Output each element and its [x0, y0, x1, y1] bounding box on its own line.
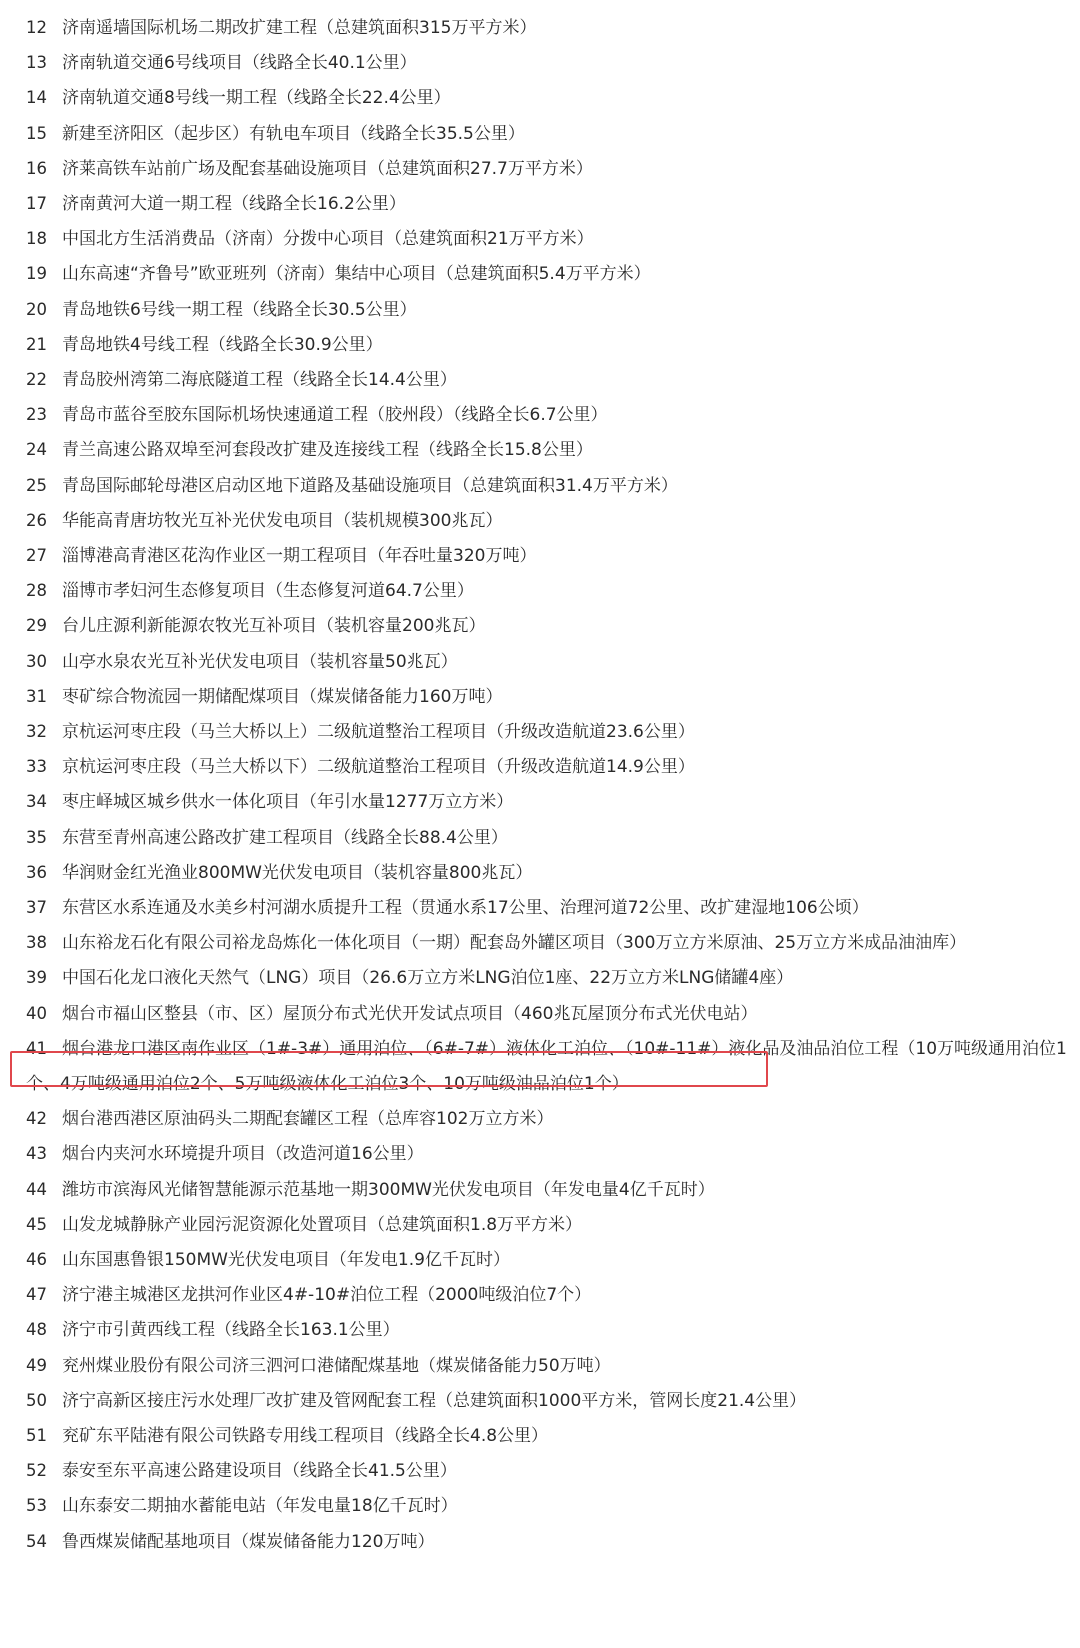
item-text: 烟台港西港区原油码头二期配套罐区工程（总库容102万立方米） — [62, 1109, 554, 1130]
item-number: 46 — [26, 1250, 47, 1269]
item-text: 京杭运河枣庄段（马兰大桥以上）二级航道整治工程项目（升级改造航道23.6公里） — [62, 722, 695, 742]
item-text-continuation: 个、4万吨级通用泊位2个、5万吨级液体化工泊位3个、10万吨级油品泊位1个） — [26, 1074, 629, 1094]
item-number: 47 — [26, 1285, 47, 1305]
item-number: 36 — [26, 862, 47, 882]
item-text: 山亭水泉农光互补光伏发电项目（装机容量50兆瓦） — [62, 651, 458, 672]
item-number: 24 — [26, 440, 47, 460]
item-number: 52 — [26, 1461, 47, 1481]
item-text: 济南轨道交通6号线项目（线路全长40.1公里） — [62, 53, 417, 74]
item-text: 台儿庄源利新能源农牧光互补项目（装机容量200兆瓦） — [62, 616, 486, 637]
item-text: 淄博港高青港区花沟作业区一期工程项目（年吞吐量320万吨） — [62, 546, 537, 566]
item-text: 山东国惠鲁银150MW光伏发电项目（年发电1.9亿千瓦时） — [62, 1250, 510, 1270]
item-text: 中国石化龙口液化天然气（LNG）项目（26.6万立方米LNG泊位1座、22万立方米LNG储罐4座） — [62, 968, 794, 989]
item-text: 济南遥墙国际机场二期改扩建工程（总建筑面积315万平方米） — [62, 18, 537, 38]
item-number: 27 — [26, 546, 47, 565]
item-number: 34 — [26, 792, 47, 812]
item-text: 青岛地铁4号线工程（线路全长30.9公里） — [62, 334, 383, 355]
item-text: 枣庄峄城区城乡供水一体化项目（年引水量1277万立方米） — [62, 792, 514, 813]
item-text: 烟台内夹河水环境提升项目（改造河道16公里） — [62, 1144, 424, 1165]
item-number: 28 — [26, 581, 47, 601]
item-text: 山东高速“齐鲁号”欧亚班列（济南）集结中心项目（总建筑面积5.4万平方米） — [62, 264, 651, 285]
item-text: 山东裕龙石化有限公司裕龙岛炼化一体化项目（一期）配套岛外罐区项目（300万立方米原油、25万立方米成品油油库） — [62, 933, 967, 954]
item-number: 48 — [26, 1320, 47, 1340]
item-text: 东营至青州高速公路改扩建工程项目（线路全长88.4公里） — [62, 827, 508, 848]
item-number: 31 — [26, 686, 47, 706]
item-text: 济宁高新区接庄污水处理厂改扩建及管网配套工程（总建筑面积1000平方米，管网长度21.4公里） — [62, 1390, 807, 1411]
item-number: 17 — [26, 194, 47, 213]
item-text: 青岛胶州湾第二海底隧道工程（线路全长14.4公里） — [62, 370, 457, 390]
item-number: 18 — [26, 229, 47, 249]
item-text: 烟台港龙口港区南作业区（1#-3#）通用泊位、（6#-7#）液体化工泊位、（10#-11#）液化品及油品泊位工程（10万吨级通用泊位1 — [62, 1038, 1067, 1059]
item-number: 14 — [26, 88, 47, 108]
item-text: 烟台市福山区整县（市、区）屋顶分布式光伏开发试点项目（460兆瓦屋顶分布式光伏电站） — [62, 1003, 758, 1024]
item-text: 潍坊市滨海风光储智慧能源示范基地一期300MW光伏发电项目（年发电量4亿千瓦时） — [62, 1179, 715, 1200]
item-number: 22 — [26, 370, 47, 389]
item-number: 29 — [26, 616, 47, 636]
item-text: 鲁西煤炭储配基地项目（煤炭储备能力120万吨） — [62, 1531, 435, 1552]
item-number: 44 — [26, 1179, 47, 1199]
item-text: 华能高青唐坊牧光互补光伏发电项目（装机规模300兆瓦） — [62, 510, 503, 531]
item-number: 16 — [26, 158, 47, 178]
item-text: 华润财金红光渔业800MW光伏发电项目（装机容量800兆瓦） — [62, 862, 533, 883]
item-number: 20 — [26, 299, 47, 319]
item-text: 新建至济阳区（起步区）有轨电车项目（线路全长35.5公里） — [62, 123, 525, 144]
item-number: 38 — [26, 933, 47, 953]
item-number: 35 — [26, 827, 47, 847]
item-text: 青岛地铁6号线一期工程（线路全长30.5公里） — [62, 299, 417, 320]
item-number: 26 — [26, 510, 47, 530]
item-text: 济宁港主城港区龙拱河作业区4#-10#泊位工程（2000吨级泊位7个） — [62, 1285, 592, 1306]
item-text: 中国北方生活消费品（济南）分拨中心项目（总建筑面积21万平方米） — [62, 229, 594, 250]
item-text: 泰安至东平高速公路建设项目（线路全长41.5公里） — [62, 1461, 457, 1482]
item-number: 41 — [26, 1038, 47, 1058]
item-text: 兖州煤业股份有限公司济三泗河口港储配煤基地（煤炭储备能力50万吨） — [62, 1355, 611, 1376]
item-text: 济南轨道交通8号线一期工程（线路全长22.4公里） — [62, 88, 451, 109]
item-text: 青岛市蓝谷至胶东国际机场快速通道工程（胶州段）（线路全长6.7公里） — [62, 405, 608, 426]
item-number: 13 — [26, 53, 47, 73]
item-number: 50 — [26, 1390, 47, 1410]
item-text: 兖矿东平陆港有限公司铁路专用线工程项目（线路全长4.8公里） — [62, 1426, 549, 1446]
item-text: 济莱高铁车站前广场及配套基础设施项目（总建筑面积27.7万平方米） — [62, 158, 593, 179]
item-number: 39 — [26, 968, 47, 988]
item-number: 12 — [26, 18, 47, 37]
item-number: 19 — [26, 264, 47, 284]
item-text: 青岛国际邮轮母港区启动区地下道路及基础设施项目（总建筑面积31.4万平方米） — [62, 475, 678, 496]
item-number: 45 — [26, 1214, 47, 1234]
highlight-box-item-40 — [10, 1051, 768, 1087]
item-number: 51 — [26, 1426, 47, 1445]
item-number: 42 — [26, 1109, 47, 1129]
item-text: 青兰高速公路双埠至河套段改扩建及连接线工程（线路全长15.8公里） — [62, 440, 593, 461]
item-text: 东营区水系连通及水美乡村河湖水质提升工程（贯通水系17公里、治理河道72公里、改扩建湿地106公顷） — [62, 898, 869, 918]
item-number: 15 — [26, 123, 47, 143]
item-number: 49 — [26, 1355, 47, 1375]
item-text: 枣矿综合物流园一期储配煤项目（煤炭储备能力160万吨） — [62, 686, 503, 707]
item-number: 21 — [26, 334, 47, 354]
item-number: 33 — [26, 757, 47, 777]
item-text: 淄博市孝妇河生态修复项目（生态修复河道64.7公里） — [62, 581, 474, 602]
item-text: 山东泰安二期抽水蓄能电站（年发电量18亿千瓦时） — [62, 1496, 458, 1517]
item-text: 山发龙城静脉产业园污泥资源化处置项目（总建筑面积1.8万平方米） — [62, 1214, 583, 1235]
item-number: 54 — [26, 1531, 47, 1551]
item-text: 济宁市引黄西线工程（线路全长163.1公里） — [62, 1320, 400, 1341]
item-number: 25 — [26, 475, 47, 495]
item-text: 济南黄河大道一期工程（线路全长16.2公里） — [62, 194, 406, 214]
item-number: 37 — [26, 898, 47, 917]
item-number: 23 — [26, 405, 47, 425]
item-number: 32 — [26, 722, 47, 741]
item-number: 40 — [26, 1003, 47, 1023]
item-number: 53 — [26, 1496, 47, 1516]
item-text: 京杭运河枣庄段（马兰大桥以下）二级航道整治工程项目（升级改造航道14.9公里） — [62, 757, 695, 778]
item-number: 43 — [26, 1144, 47, 1164]
item-number: 30 — [26, 651, 47, 671]
